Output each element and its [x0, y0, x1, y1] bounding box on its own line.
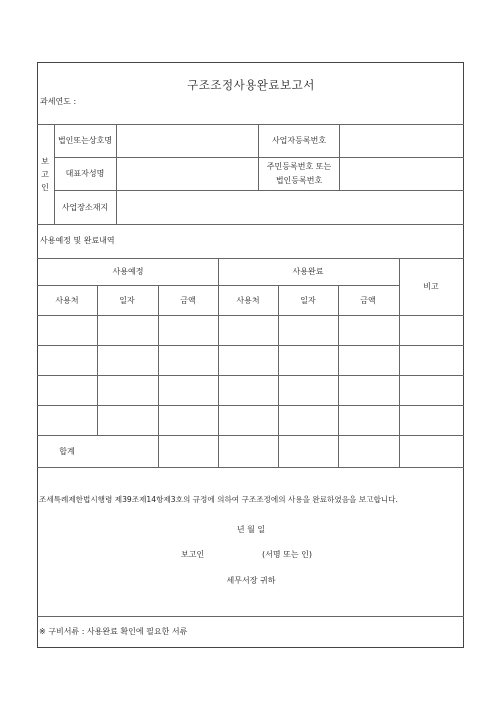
divider: [37, 224, 464, 225]
col-header: 금액: [180, 296, 196, 305]
col-header: 사용처: [55, 296, 79, 305]
reporter-line-label: 보고인: [181, 550, 205, 559]
col-header: 일자: [300, 296, 316, 305]
header-completed: 사용완료: [292, 267, 324, 276]
address-label: 사업장소재지: [61, 203, 109, 212]
date-line: 년 월 일: [236, 525, 266, 534]
corp-name-field[interactable]: [117, 125, 257, 156]
rep-name-label: 대표자성명: [65, 169, 105, 178]
address-field[interactable]: [117, 191, 463, 223]
reporter-side-label-1: 보: [41, 157, 49, 166]
signature-hint: (서명 또는 인): [262, 550, 312, 559]
divider: [37, 616, 464, 617]
header-planned: 사용예정: [112, 267, 144, 276]
reporter-side-label-2: 고: [41, 170, 49, 179]
table-row[interactable]: [38, 346, 463, 375]
divider: [54, 124, 55, 224]
footnote: ※ 구비서류 : 사용완료 확인에 필요한 서류: [39, 627, 188, 636]
corp-name-label: 법인또는상호명: [57, 136, 113, 145]
resident-no-field[interactable]: [340, 158, 463, 189]
divider: [258, 124, 259, 190]
total-label: 합계: [59, 447, 75, 456]
rep-name-field[interactable]: [117, 158, 257, 189]
table-row[interactable]: [38, 406, 463, 435]
reporter-side-label-3: 인: [41, 183, 49, 192]
resident-no-label-2: 법인등록번호: [275, 176, 323, 185]
tax-year-label: 과세연도 :: [40, 97, 77, 106]
header-remarks: 비고: [423, 282, 439, 291]
biz-reg-no-field[interactable]: [340, 125, 463, 156]
section-title: 사용예정 및 완료내역: [40, 236, 115, 245]
biz-reg-no-label: 사업자등록번호: [271, 136, 327, 145]
col-header: 일자: [119, 296, 135, 305]
table-row[interactable]: [38, 376, 463, 405]
resident-no-label-1: 주민등록번호 또는: [266, 162, 332, 171]
col-header: 사용처: [236, 296, 260, 305]
table-row[interactable]: [38, 316, 463, 345]
statement-text: 조세특례제한법시행령 제39조제14항제3호의 규정에 의하여 구조조정에의 사용을 완료하였음을 보고합니다.: [39, 495, 398, 504]
col-header: 금액: [360, 296, 376, 305]
divider: [37, 467, 464, 468]
addressee: 세무서장 귀하: [226, 576, 276, 585]
form-title: 구조조정사용완료보고서: [187, 78, 315, 92]
